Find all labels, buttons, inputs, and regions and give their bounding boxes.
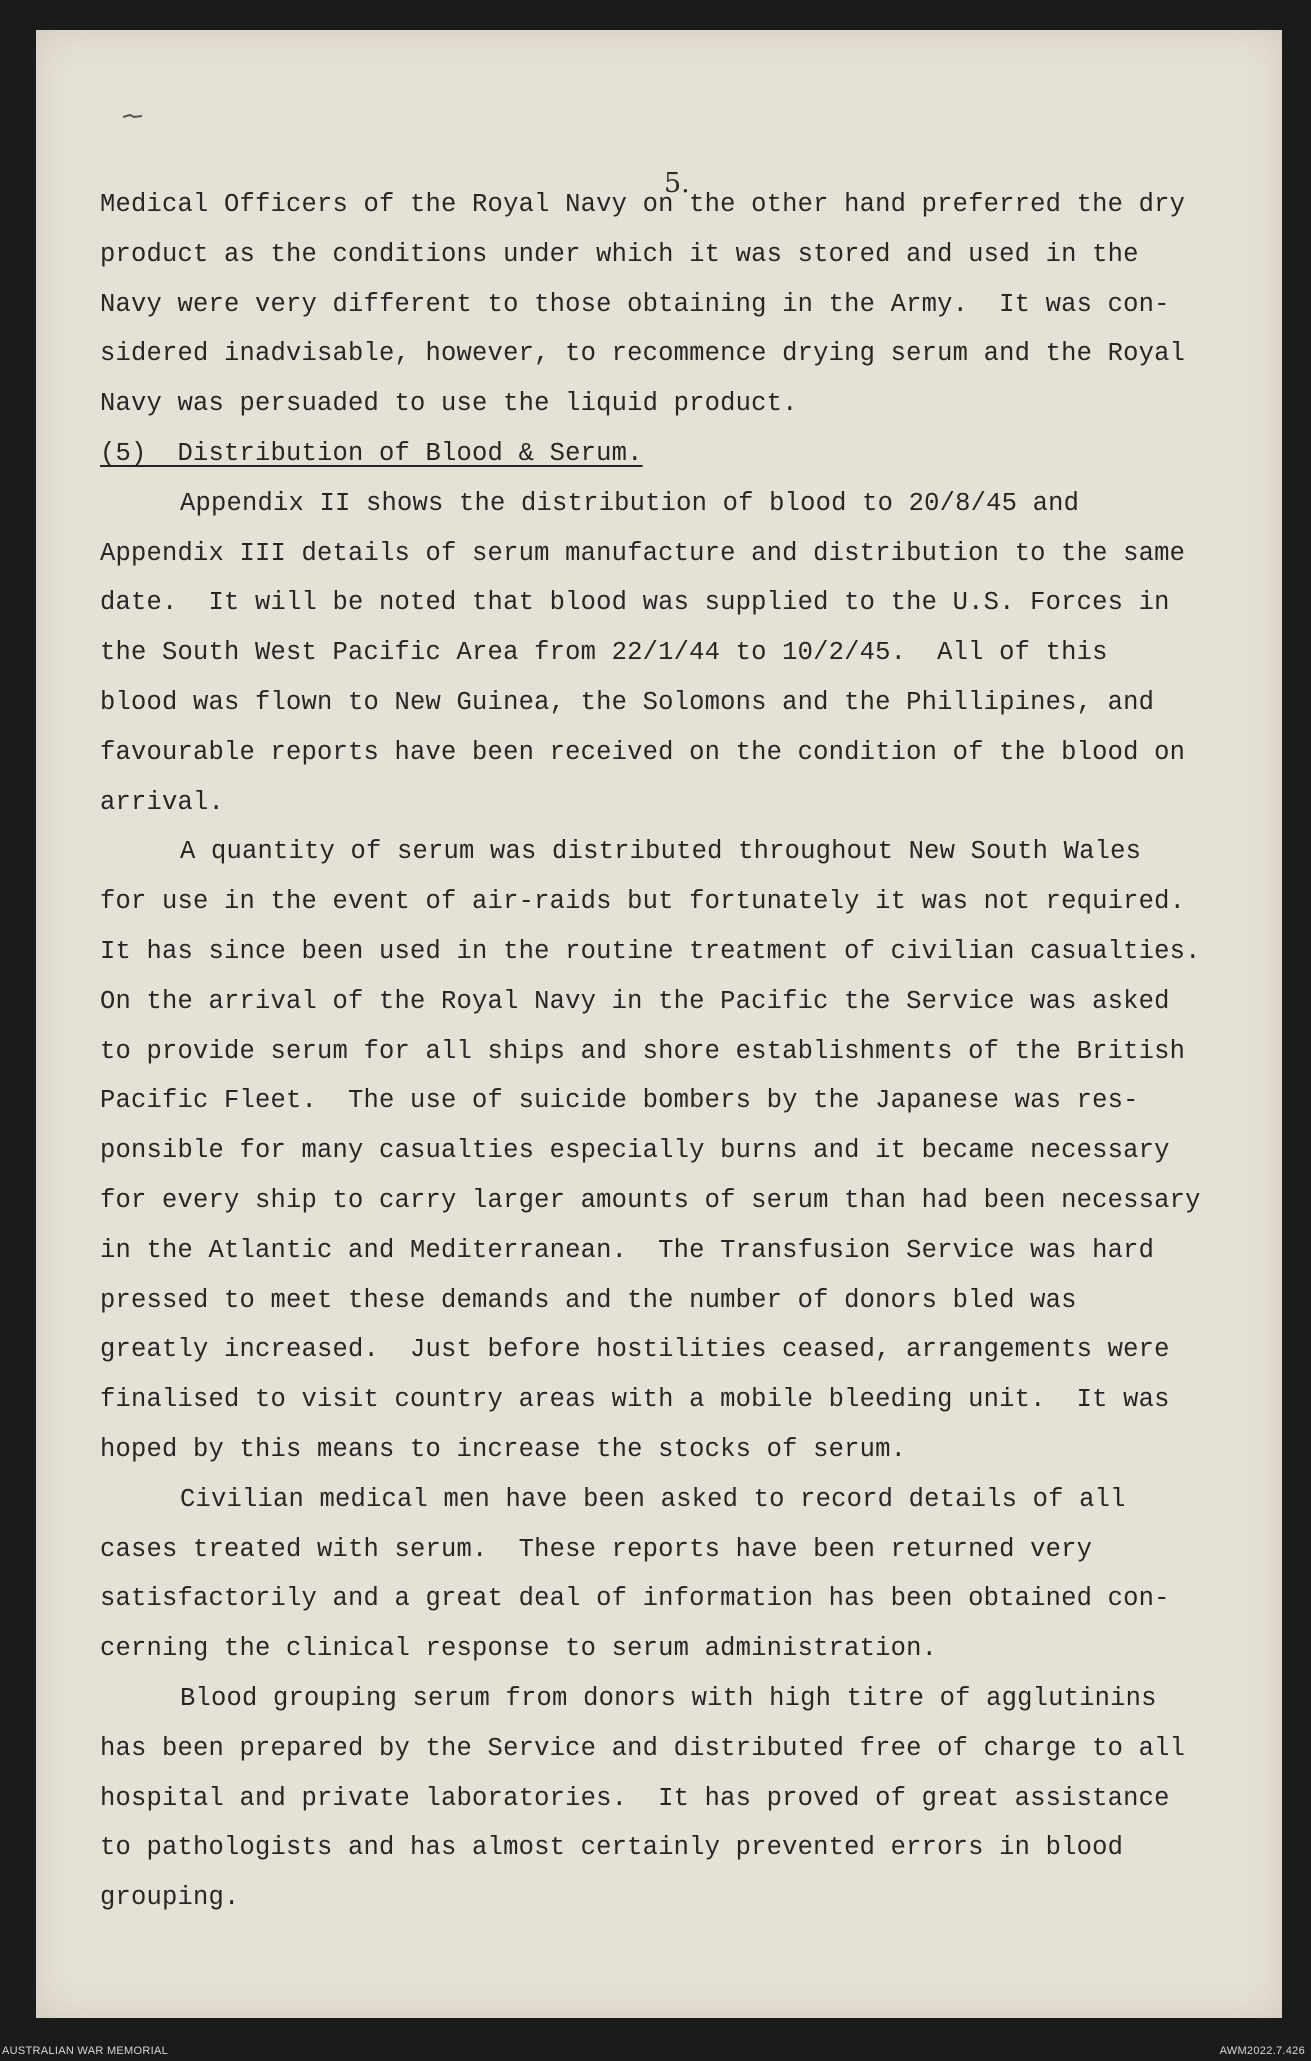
page-number: 5. bbox=[664, 168, 690, 199]
text-line: the South West Pacific Area from 22/1/44 to 10/2/45. All of this bbox=[100, 638, 1108, 668]
text-line: favourable reports have been received on the condition of the blood on bbox=[100, 737, 1186, 767]
text-line: On the arrival of the Royal Navy in the Pacific the Service was asked bbox=[100, 986, 1170, 1016]
text-line: blood was flown to New Guinea, the Solomons and the Phillipines, and bbox=[100, 687, 1155, 717]
text-line: ponsible for many casualties especially burns and it became necessary bbox=[100, 1136, 1170, 1166]
text-line: for every ship to carry larger amounts of serum than had been necessary bbox=[100, 1185, 1201, 1215]
section-heading: (5) Distribution of Blood & Serum. bbox=[100, 438, 643, 468]
text-line: product as the conditions under which it was stored and used in the bbox=[100, 239, 1139, 269]
typed-body-text bbox=[100, 180, 1220, 1923]
text-line: greatly increased. Just before hostilities ceased, arrangements were bbox=[100, 1335, 1170, 1365]
text-line: to pathologists and has almost certainly prevented errors in blood bbox=[100, 1833, 1124, 1863]
text-line: hoped by this means to increase the stocks of serum. bbox=[100, 1434, 907, 1464]
text-line: hospital and private laboratories. It has proved of great assistance bbox=[100, 1783, 1170, 1813]
text-line: arrival. bbox=[100, 787, 225, 817]
footer-credit: AUSTRALIAN WAR MEMORIAL bbox=[2, 2045, 169, 2057]
text-line: has been prepared by the Service and distributed free of charge to all bbox=[100, 1733, 1186, 1763]
text-line: Appendix II shows the distribution of blood to 20/8/45 and bbox=[180, 488, 1080, 518]
text-line: A quantity of serum was distributed throughout New South Wales bbox=[180, 837, 1142, 867]
text-line: Navy was persuaded to use the liquid product. bbox=[100, 389, 798, 419]
text-line: Blood grouping serum from donors with high titre of agglutinins bbox=[180, 1683, 1157, 1713]
text-line: Appendix III details of serum manufacture and distribution to the same bbox=[100, 538, 1186, 568]
text-line: grouping. bbox=[100, 1883, 240, 1913]
text-line: Medical Officers of the Royal Navy on the other hand preferred the dry bbox=[100, 190, 1186, 219]
text-line: satisfactorily and a great deal of information has been obtained con- bbox=[100, 1584, 1170, 1614]
text-line: date. It will be noted that blood was supplied to the U.S. Forces in bbox=[100, 588, 1170, 618]
text-line: Navy were very different to those obtaining in the Army. It was con- bbox=[100, 289, 1170, 319]
text-line: Civilian medical men have been asked to record details of all bbox=[180, 1484, 1126, 1514]
text-line: It has since been used in the routine treatment of civilian casualties. bbox=[100, 936, 1201, 966]
text-line: cases treated with serum. These reports have been returned very bbox=[100, 1534, 1093, 1564]
text-line: in the Atlantic and Mediterranean. The Transfusion Service was hard bbox=[100, 1235, 1155, 1265]
text-line: Pacific Fleet. The use of suicide bombers by the Japanese was res- bbox=[100, 1086, 1139, 1116]
text-line: cerning the clinical response to serum administration. bbox=[100, 1634, 938, 1664]
text-line: sidered inadvisable, however, to recommence drying serum and the Royal bbox=[100, 339, 1186, 369]
footer-accession-number: AWM2022.7.426 bbox=[1219, 2045, 1305, 2057]
text-line: finalised to visit country areas with a mobile bleeding unit. It was bbox=[100, 1385, 1170, 1415]
text-line: pressed to meet these demands and the number of donors bled was bbox=[100, 1285, 1077, 1315]
ink-speck-mark bbox=[122, 112, 144, 120]
text-line: for use in the event of air-raids but fortunately it was not required. bbox=[100, 887, 1186, 917]
text-line: to provide serum for all ships and shore establishments of the British bbox=[100, 1036, 1186, 1066]
